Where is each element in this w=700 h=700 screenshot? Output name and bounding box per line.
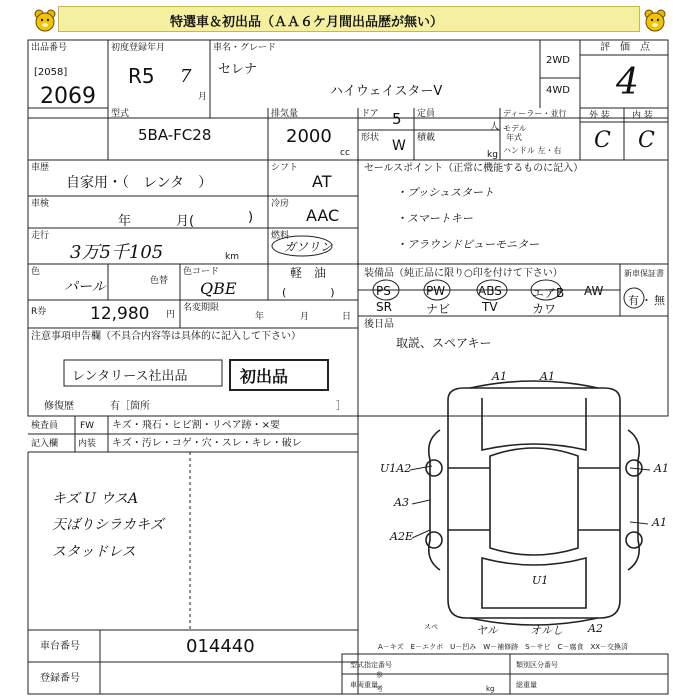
- title-change-year: 年: [255, 312, 265, 322]
- bear-icon-left: [32, 8, 58, 32]
- selling-point-1: ・プッシュスタート: [396, 186, 495, 199]
- drive-4wd: 4WD: [546, 85, 570, 96]
- doors-value: 5: [392, 110, 402, 128]
- cert-weight-label: 車両重量: [350, 681, 378, 689]
- selling-point-3: ・アラウンドビューモニター: [396, 238, 539, 251]
- lot-number: 2069: [40, 84, 96, 109]
- displacement-unit: cc: [340, 148, 350, 158]
- mark-left-3: A2E: [390, 530, 413, 543]
- fuel-diesel: 軽 油: [290, 266, 327, 280]
- equip-navi: ナビ: [426, 302, 451, 316]
- recycle-unit: 円: [166, 310, 176, 320]
- inspection-month: 月(: [176, 214, 195, 229]
- warranty-label: 新車保証書: [624, 269, 664, 278]
- warranty-no: 無: [654, 294, 665, 307]
- equip-aw: AW: [584, 284, 604, 298]
- color-paren: ( ): [282, 286, 335, 299]
- mark-a1-top-right: A1: [540, 370, 555, 383]
- car-diagram: [426, 381, 642, 625]
- stamp-rental: レンタリース社出品: [72, 369, 188, 384]
- inspection-year: 年: [118, 214, 132, 229]
- inspection-label: 車検: [31, 199, 50, 209]
- rating-int-label: 内 装: [632, 111, 653, 121]
- selling-points-label: セールスポイント（正常に機能するものに記入）: [364, 163, 584, 174]
- first-reg-label: 初度登録年月: [111, 43, 166, 53]
- page-title: 特選車＆初出品（ＡＡ６ケ月間出品歴が無い）: [170, 15, 444, 30]
- color-value: パール: [64, 279, 106, 295]
- mark-left-2: A3: [394, 496, 409, 509]
- title-change-day: 日: [342, 312, 352, 322]
- mark-right-1: A1: [654, 462, 669, 475]
- shape-value: W: [392, 138, 406, 154]
- cert-class-label: 類別区分番号: [516, 661, 558, 669]
- equipment-label: 装備品（純正品に限り○印を付けて下さい）: [364, 268, 563, 279]
- lot-code: [2058]: [34, 67, 68, 78]
- handwritten-note-2: 天ばりシラカキズ: [52, 517, 164, 533]
- color-label: 色: [31, 267, 41, 277]
- warranty-yes: 有: [628, 294, 639, 307]
- mark-left-1: U1A2: [380, 462, 412, 475]
- handwritten-note-1: キズ U ウスA: [52, 491, 139, 507]
- equip-tv: TV: [482, 300, 498, 314]
- shape-label: 形状: [361, 133, 380, 143]
- equip-abs: ABS: [478, 284, 502, 298]
- equip-pw: PW: [426, 284, 446, 298]
- usage-label: 車歴: [31, 163, 50, 173]
- extras-label: 後日品: [364, 319, 394, 330]
- chassis-value: 014440: [186, 636, 255, 657]
- recycle-value: 12,980: [90, 304, 150, 324]
- mark-a1-top-left: A1: [492, 370, 507, 383]
- notes-label: 注意事項申告欄（不具合内容等は具体的に記入して下さい）: [31, 331, 301, 342]
- checks-int: 内装: [78, 439, 97, 449]
- mileage-unit: km: [225, 252, 239, 262]
- rating-ext-label: 外 装: [589, 111, 610, 121]
- color-code: QBE: [200, 279, 237, 298]
- cert-total-label: 総重量: [516, 681, 537, 689]
- shift-label: シフト: [271, 163, 299, 173]
- checks-fw: FW: [80, 421, 95, 431]
- first-reg-era: R5: [128, 64, 155, 88]
- fuel-gasoline: ガソリン: [284, 240, 333, 254]
- stamp-first-listing: 初出品: [240, 367, 289, 386]
- chassis-label: 車台番号: [40, 641, 80, 652]
- equip-sr: SR: [376, 300, 392, 314]
- doors-label: ドア: [361, 109, 379, 119]
- load-label: 積載: [417, 133, 436, 143]
- mark-bottom-2: オルし: [530, 624, 563, 637]
- lot-label: 出品番号: [31, 43, 68, 53]
- title-change-label: 名変期限: [183, 303, 220, 313]
- repair-close: ］: [336, 401, 346, 412]
- first-reg-month: 7: [180, 66, 192, 87]
- fuel-label: 燃料: [271, 231, 290, 241]
- title-change-month: 月: [300, 312, 310, 322]
- displacement-label: 排気量: [271, 109, 299, 119]
- cert-unit: kg: [486, 685, 495, 693]
- drive-2wd: 2WD: [546, 55, 570, 66]
- inspection-close: ): [248, 210, 254, 225]
- dealer-label: ディーラー・並行: [503, 109, 567, 118]
- rating-score: 4: [616, 62, 639, 103]
- checks-row2-label: 記入欄: [31, 439, 59, 449]
- cert-type-label: 型式指定番号: [350, 661, 392, 669]
- selling-point-2: ・スマートキー: [396, 212, 473, 225]
- mark-spare: スペ: [424, 623, 438, 631]
- color-code-label: 色コード: [183, 267, 220, 277]
- type-value: 5BA-FC28: [138, 126, 212, 144]
- rating-label: 評 価 点: [600, 42, 650, 53]
- checks-row2-items: キズ・汚レ・コゲ・穴・スレ・キレ・破レ: [112, 438, 302, 449]
- type-label: 型式: [111, 109, 130, 119]
- ac-value: AAC: [306, 206, 340, 225]
- rating-ext: C: [594, 128, 611, 153]
- capacity-unit: 人: [490, 122, 500, 132]
- first-reg-month-unit: 月: [198, 92, 208, 102]
- equip-ps: PS: [376, 284, 391, 298]
- model-name: セレナ: [218, 62, 258, 77]
- checks-row1-label: 検査員: [31, 421, 59, 431]
- handle-label: ハンドル 左・右: [503, 146, 562, 155]
- bear-icon-right: [642, 8, 668, 32]
- cert-ref2: 考: [376, 685, 383, 693]
- extras-value: 取説、スペアキー: [396, 336, 492, 350]
- equip-airbag: エアB: [532, 286, 565, 300]
- ac-label: 冷房: [271, 199, 290, 209]
- mark-bottom-3: A2: [588, 622, 603, 635]
- repair-value: 有［箇所: [110, 401, 150, 412]
- capacity-label: 定員: [417, 109, 436, 119]
- mark-right-2: A1: [652, 516, 667, 529]
- recycle-label: R券: [31, 307, 47, 317]
- equip-leather: カワ: [532, 302, 557, 316]
- color-replace-label: 色替: [150, 276, 169, 286]
- displacement-value: 2000: [286, 126, 332, 147]
- cert-ref1: 参: [376, 671, 383, 679]
- mark-bottom-1: ヤル: [476, 624, 498, 637]
- checks-row1-items: キズ・飛石・ヒビ割・リペア跡・×要: [112, 420, 280, 431]
- model-year-label: モデル: [503, 124, 527, 133]
- damage-legend: A－キズ E－エクボ U－凹み W－補修跡 S－サビ C－腐食 XX－交換済: [378, 643, 629, 651]
- warranty-dot: ・: [641, 294, 652, 307]
- handwritten-note-3: スタッドレス: [52, 544, 136, 560]
- mileage-value: 3万5千105: [70, 242, 164, 263]
- model-grade: ハイウェイスターV: [330, 84, 443, 99]
- rating-int: C: [638, 128, 655, 153]
- shift-value: AT: [312, 172, 332, 191]
- load-unit: kg: [487, 150, 498, 160]
- repair-label: 修復歴: [44, 401, 74, 412]
- mileage-label: 走行: [31, 231, 50, 241]
- mark-center: U1: [532, 574, 549, 587]
- year-label: 年式: [506, 133, 522, 142]
- model-name-label: 車名・グレード: [213, 43, 277, 53]
- registration-label: 登録番号: [40, 673, 80, 684]
- usage-value: 自家用・（ レンタ ）: [66, 175, 213, 191]
